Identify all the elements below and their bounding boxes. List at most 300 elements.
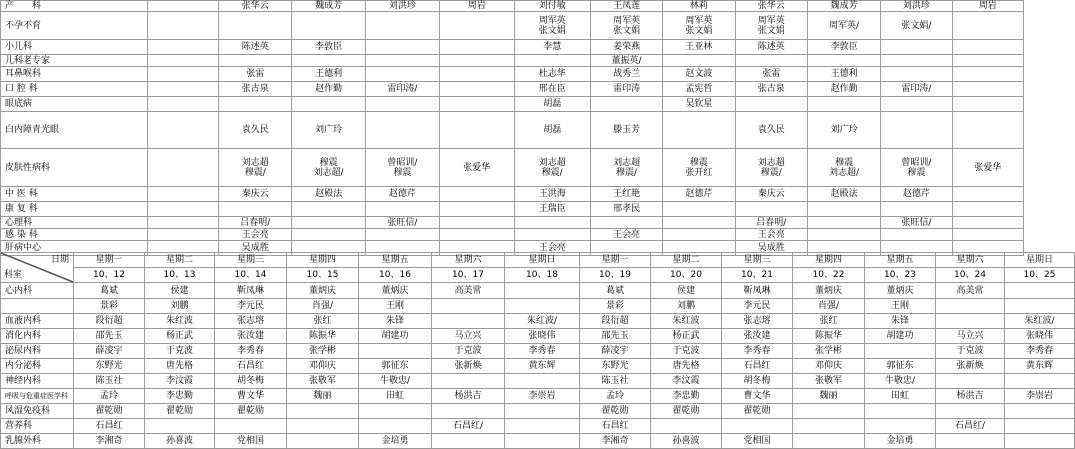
schedule-cell [432, 374, 505, 389]
schedule-cell [663, 55, 735, 67]
schedule-cell: 董振英/ [590, 55, 662, 67]
schedule-cell: 牛敬忠/ [359, 374, 432, 389]
schedule-cell: 张敬军 [793, 374, 865, 389]
schedule-cell: 王会亮 [735, 229, 807, 241]
schedule-cell [432, 314, 505, 329]
schedule-cell: 马立兴 [432, 329, 505, 344]
schedule-cell: 董炳庆 [287, 283, 359, 299]
schedule-cell: 段衍超 [580, 314, 651, 329]
schedule-cell: 赵作勤 [292, 82, 365, 97]
schedule-cell: 李敦臣 [292, 40, 365, 55]
table-row [1, 67, 1024, 82]
schedule-cell [505, 374, 580, 389]
schedule-cell [735, 202, 807, 217]
schedule-cell: 黄东辉 [1005, 359, 1075, 374]
schedule-cell [292, 229, 365, 241]
schedule-cell: 靳凤琳 [722, 283, 793, 299]
date-cell: 10、15 [287, 268, 359, 283]
dept-label: 呼吸与危重症医学科 [1, 389, 74, 404]
schedule-cell: 肖强/ [793, 299, 865, 314]
schedule-cell: 杜志华 [514, 67, 590, 82]
schedule-cell: 于克波 [145, 344, 215, 359]
schedule-cell: 东野光 [580, 359, 651, 374]
schedule-cell: 翟乾勋 [651, 404, 722, 419]
header-cell: 周岩 [440, 1, 514, 12]
schedule-cell [505, 434, 580, 449]
schedule-cell: 赵殿法 [807, 187, 880, 202]
schedule-cell [807, 229, 880, 241]
schedule-cell: 肖强/ [287, 299, 359, 314]
dept-label: 中 医 科 [1, 187, 148, 202]
schedule-cell: 杨洪吉 [936, 389, 1005, 404]
dept-label: 康 复 科 [1, 202, 148, 217]
schedule-cell: 董炳庆 [865, 283, 936, 299]
weekday-cell: 星期一 [74, 253, 145, 268]
weekday-cell: 星期二 [145, 253, 215, 268]
date-cell: 10、18 [505, 268, 580, 283]
schedule-cell [952, 112, 1023, 149]
dept-label: 不孕不育 [1, 12, 148, 40]
schedule-cell: 李忠勤 [145, 389, 215, 404]
schedule-cell: 王刚 [865, 299, 936, 314]
schedule-cell: 张雷 [219, 67, 292, 82]
schedule-cell: 石昌红/ [936, 419, 1005, 434]
schedule-cell [936, 314, 1005, 329]
schedule-cell: 李汶霞 [651, 374, 722, 389]
schedule-cell: 孟玲 [74, 389, 145, 404]
date-cell: 10、21 [722, 268, 793, 283]
schedule-cell: 张雷 [735, 67, 807, 82]
schedule-cell [807, 55, 880, 67]
dept-label: 肝病中心 [1, 241, 148, 256]
table-row [1, 40, 1024, 55]
schedule-cell: 郭征东 [359, 359, 432, 374]
date-cell: 10、23 [865, 268, 936, 283]
schedule-cell [881, 97, 952, 112]
schedule-cell [215, 419, 287, 434]
schedule-cell [147, 202, 218, 217]
dept-label: 白内障青光眼 [1, 112, 148, 149]
schedule-cell: 穆震 刘志超/ [807, 149, 880, 187]
dept-label: 风湿免疫科 [1, 404, 74, 419]
schedule-cell: 李慧 [514, 40, 590, 55]
schedule-cell: 雷印涛 [590, 82, 662, 97]
schedule-cell [881, 202, 952, 217]
schedule-cell: 李元民 [215, 299, 287, 314]
schedule-cell: 李秀春 [1005, 344, 1075, 359]
schedule-cell: 王德利 [807, 67, 880, 82]
schedule-cell [292, 202, 365, 217]
schedule-cell: 葛斌 [74, 283, 145, 299]
table-row [1, 97, 1024, 112]
schedule-cell: 刘志超 穆震/ [514, 149, 590, 187]
schedule-cell [432, 434, 505, 449]
schedule-cell: 靳凤琳 [215, 283, 287, 299]
schedule-cell [590, 217, 662, 229]
schedule-cell: 朱锋 [865, 314, 936, 329]
schedule-cell [147, 149, 218, 187]
schedule-cell: 李崇岩 [1005, 389, 1075, 404]
schedule-cell: 吕春明/ [219, 217, 292, 229]
schedule-cell [807, 202, 880, 217]
schedule-cell [147, 40, 218, 55]
schedule-cell: 邵先玉 [580, 329, 651, 344]
table-row [1, 12, 1024, 40]
schedule-cell [145, 419, 215, 434]
schedule-cell [365, 229, 439, 241]
schedule-cell: 张学彬 [793, 344, 865, 359]
schedule-cell: 王会亮 [219, 229, 292, 241]
schedule-cell: 邓仰庆 [287, 359, 359, 374]
schedule-cell: 朱红波/ [505, 314, 580, 329]
schedule-cell: 石昌红 [74, 419, 145, 434]
schedule-cell: 邵先玉 [74, 329, 145, 344]
schedule-cell: 陈振华 [287, 329, 359, 344]
schedule-cell [359, 404, 432, 419]
schedule-cell: 赵德芹 [663, 187, 735, 202]
date-cell: 10、17 [432, 268, 505, 283]
weekday-cell: 星期三 [215, 253, 287, 268]
schedule-cell: 胡建功 [865, 329, 936, 344]
schedule-cell: 石昌红 [580, 419, 651, 434]
date-cell: 10、24 [936, 268, 1005, 283]
schedule-cell: 李秀春 [215, 344, 287, 359]
date-cell: 10、12 [74, 268, 145, 283]
dept-label: 儿科老专家 [1, 55, 148, 67]
schedule-cell: 张红 [793, 314, 865, 329]
schedule-cell [952, 82, 1023, 97]
schedule-cell: 孙喜波 [651, 434, 722, 449]
schedule-cell: 吕春明/ [735, 217, 807, 229]
schedule-cell [147, 55, 218, 67]
table-row [1, 374, 1075, 389]
schedule-cell: 胡磊 [514, 97, 590, 112]
table-row [1, 434, 1075, 449]
schedule-cell [219, 55, 292, 67]
schedule-cell: 唐先格 [651, 359, 722, 374]
schedule-cell [292, 55, 365, 67]
schedule-cell [440, 82, 514, 97]
date-row [1, 268, 1075, 283]
schedule-cell: 邢在臣 [514, 82, 590, 97]
schedule-cell: 雷印涛/ [365, 82, 439, 97]
schedule-cell: 段衍超 [74, 314, 145, 329]
schedule-cell [359, 419, 432, 434]
header-cell: 刘洪珍 [365, 1, 439, 12]
date-cell: 10、19 [580, 268, 651, 283]
schedule-cell: 于克波 [936, 344, 1005, 359]
schedule-cell: 曾昭训/ 穆震 [881, 149, 952, 187]
schedule-cell: 赵作勤 [807, 82, 880, 97]
schedule-cell: 于克波 [432, 344, 505, 359]
schedule-cell [793, 419, 865, 434]
schedule-cell [440, 67, 514, 82]
schedule-cell: 马立兴 [936, 329, 1005, 344]
weekday-cell: 星期六 [936, 253, 1005, 268]
blank-cell [147, 1, 218, 12]
schedule-cell: 张汝建 [722, 329, 793, 344]
dept-label [1, 299, 74, 314]
dept-label: 营养科 [1, 419, 74, 434]
schedule-cell [936, 434, 1005, 449]
schedule-cell: 周军英 张文娟 [663, 12, 735, 40]
schedule-cell: 张文娟/ [881, 12, 952, 40]
schedule-cell: 朱锋 [359, 314, 432, 329]
corner-dept-label: 科室 [4, 270, 23, 280]
header-cell: 刘付敏 [514, 1, 590, 12]
schedule-cell [952, 202, 1023, 217]
schedule-cell [663, 217, 735, 229]
schedule-cell: 刘广玲 [292, 112, 365, 149]
schedule-cell [663, 229, 735, 241]
schedule-cell [147, 217, 218, 229]
schedule-cell [952, 67, 1023, 82]
schedule-cell: 高美常 [432, 283, 505, 299]
schedule-cell [936, 404, 1005, 419]
schedule-cell [365, 97, 439, 112]
schedule-cell [881, 40, 952, 55]
schedule-cell: 邓仰庆 [793, 359, 865, 374]
schedule-cell: 魏丽 [287, 389, 359, 404]
schedule-cell: 王会亮 [514, 241, 590, 256]
schedule-cell: 党相国 [722, 434, 793, 449]
dept-label: 内分泌科 [1, 359, 74, 374]
table-row [1, 202, 1024, 217]
schedule-cell: 金培勇 [359, 434, 432, 449]
schedule-cell [440, 202, 514, 217]
schedule-cell: 薛凌宇 [580, 344, 651, 359]
schedule-cell [365, 40, 439, 55]
schedule-cell: 吴钦星 [663, 97, 735, 112]
schedule-cell: 刘志超 穆震/ [590, 149, 662, 187]
schedule-cell: 刘广玲 [807, 112, 880, 149]
schedule-cell: 唐先格 [145, 359, 215, 374]
schedule-cell [292, 12, 365, 40]
schedule-cell [952, 40, 1023, 55]
schedule-cell [219, 97, 292, 112]
table-row [1, 314, 1075, 329]
schedule-cell: 王德利 [292, 67, 365, 82]
table-row [1, 329, 1075, 344]
schedule-cell: 陈述英 [219, 40, 292, 55]
date-cell: 10、16 [359, 268, 432, 283]
schedule-cell: 李秀春 [505, 344, 580, 359]
schedule-cell: 朱红波 [651, 314, 722, 329]
schedule-cell [440, 229, 514, 241]
schedule-cell: 李忠勤 [651, 389, 722, 404]
table-row [1, 187, 1024, 202]
schedule-cell: 秦庆云 [219, 187, 292, 202]
table-row [1, 404, 1075, 419]
schedule-cell [936, 299, 1005, 314]
schedule-cell: 李敦臣 [807, 40, 880, 55]
table-row [1, 55, 1024, 67]
schedule-cell [793, 434, 865, 449]
schedule-cell: 张汝建 [215, 329, 287, 344]
schedule-cell [735, 55, 807, 67]
weekday-cell: 星期一 [580, 253, 651, 268]
corner-date-label: 日期 [50, 255, 69, 265]
schedule-cell [287, 434, 359, 449]
schedule-cell [147, 82, 218, 97]
schedule-cell: 杨正武 [651, 329, 722, 344]
schedule-cell [881, 55, 952, 67]
schedule-cell: 张旺信/ [365, 217, 439, 229]
schedule-cell: 周军英 张文娟 [735, 12, 807, 40]
schedule-cell [365, 112, 439, 149]
schedule-cell [514, 55, 590, 67]
schedule-cell: 翟乾勋 [722, 404, 793, 419]
schedule-cell: 胡建功 [359, 329, 432, 344]
schedule-cell: 曹文华 [722, 389, 793, 404]
schedule-cell: 张志瑢 [722, 314, 793, 329]
schedule-cell: 胡冬梅 [722, 374, 793, 389]
schedule-cell: 王刚 [359, 299, 432, 314]
schedule-cell: 穆震 张开红 [663, 149, 735, 187]
table-row [1, 389, 1075, 404]
schedule-cell: 陈振华 [793, 329, 865, 344]
schedule-cell: 赵德芹 [881, 187, 952, 202]
schedule-cell: 石昌红 [722, 359, 793, 374]
schedule-cell [359, 344, 432, 359]
schedule-cell: 王亚林 [663, 40, 735, 55]
schedule-cell [365, 202, 439, 217]
weekday-cell: 星期四 [793, 253, 865, 268]
schedule-cell: 翟乾勋 [580, 404, 651, 419]
schedule-cell: 李湘奇 [74, 434, 145, 449]
schedule-cell [147, 12, 218, 40]
schedule-cell: 王瑞臣 [514, 202, 590, 217]
schedule-cell: 胡冬梅 [215, 374, 287, 389]
schedule-cell [952, 97, 1023, 112]
schedule-cell: 田虹 [359, 389, 432, 404]
schedule-cell [505, 404, 580, 419]
table-row [1, 283, 1075, 299]
weekday-cell: 星期二 [651, 253, 722, 268]
schedule-cell: 薛凌宇 [74, 344, 145, 359]
schedule-cell: 曹文华 [215, 389, 287, 404]
schedule-cell: 周军英 张文娟 [590, 12, 662, 40]
schedule-cell: 朱红波/ [1005, 314, 1075, 329]
schedule-cell [292, 217, 365, 229]
schedule-cell [514, 217, 590, 229]
schedule-cell: 葛斌 [580, 283, 651, 299]
date-dept-corner [1, 253, 74, 283]
schedule-cell: 赵德芹 [365, 187, 439, 202]
schedule-cell [440, 187, 514, 202]
schedule-cell [793, 404, 865, 419]
schedule-cell: 刘志超 穆震/ [219, 149, 292, 187]
schedule-cell [952, 217, 1023, 229]
schedule-cell: 石昌红/ [432, 419, 505, 434]
schedule-cell: 姜荣燕 [590, 40, 662, 55]
header-cell: 刘洪珍 [881, 1, 952, 12]
schedule-cell [147, 97, 218, 112]
schedule-cell: 孟宪哲 [663, 82, 735, 97]
bottom-schedule-table [0, 252, 1075, 449]
header-cell: 张华云 [735, 1, 807, 12]
schedule-cell: 李秀春 [722, 344, 793, 359]
schedule-cell [365, 67, 439, 82]
schedule-cell: 滕玉芳 [590, 112, 662, 149]
schedule-cell: 翟乾勋 [215, 404, 287, 419]
schedule-cell [287, 404, 359, 419]
weekday-cell: 星期四 [287, 253, 359, 268]
table-row [1, 82, 1024, 97]
schedule-cell [147, 112, 218, 149]
schedule-cell: 张晓伟 [505, 329, 580, 344]
schedule-cell: 景彩 [580, 299, 651, 314]
schedule-cell [663, 202, 735, 217]
schedule-cell: 张晓伟 [1005, 329, 1075, 344]
schedule-cell [952, 187, 1023, 202]
schedule-cell [432, 299, 505, 314]
schedule-cell: 牛敬忠/ [865, 374, 936, 389]
schedule-cell: 刘鹏 [145, 299, 215, 314]
schedule-cell [651, 419, 722, 434]
schedule-cell [952, 12, 1023, 40]
schedule-cell [952, 229, 1023, 241]
header-cell: 张华云 [219, 1, 292, 12]
schedule-cell [735, 97, 807, 112]
schedule-cell: 袁久民 [735, 112, 807, 149]
schedule-cell: 于克波 [651, 344, 722, 359]
schedule-cell: 黄东辉 [505, 359, 580, 374]
schedule-cell: 张爱华 [952, 149, 1023, 187]
schedule-cell: 翟乾勋 [74, 404, 145, 419]
dept-label: 心内科 [1, 283, 74, 299]
weekday-cell: 星期日 [1005, 253, 1075, 268]
schedule-cell: 吴成胜 [219, 241, 292, 256]
schedule-cell: 周军英/ [807, 12, 880, 40]
date-cell: 10、14 [215, 268, 287, 283]
date-cell: 10、20 [651, 268, 722, 283]
schedule-cell: 陈玉社 [74, 374, 145, 389]
schedule-cell: 孙喜波 [145, 434, 215, 449]
schedule-cell [514, 229, 590, 241]
schedule-cell [505, 299, 580, 314]
weekday-cell: 星期六 [432, 253, 505, 268]
schedule-cell: 陈玉社 [580, 374, 651, 389]
header-cell: 周岩 [952, 1, 1023, 12]
schedule-cell: 金培勇 [865, 434, 936, 449]
schedule-cell: 张红 [287, 314, 359, 329]
schedule-cell: 张学彬 [287, 344, 359, 359]
schedule-cell: 李汶霞 [145, 374, 215, 389]
schedule-cell: 张爱华 [440, 149, 514, 187]
date-cell: 10、13 [145, 268, 215, 283]
schedule-cell [440, 112, 514, 149]
schedule-cell [881, 67, 952, 82]
header-cell: 王凤莲 [590, 1, 662, 12]
schedule-cell: 高美常 [936, 283, 1005, 299]
schedule-cell [807, 217, 880, 229]
date-cell: 10、25 [1005, 268, 1075, 283]
schedule-cell: 张敬军 [287, 374, 359, 389]
schedule-cell: 战秀兰 [590, 67, 662, 82]
schedule-cell: 周军英 张文娟 [514, 12, 590, 40]
dept-label: 乳腺外科 [1, 434, 74, 449]
schedule-cell [952, 55, 1023, 67]
dept-label: 神经内科 [1, 374, 74, 389]
schedule-cell [807, 97, 880, 112]
schedule-cell: 张新焕 [432, 359, 505, 374]
schedule-cell: 张古泉 [219, 82, 292, 97]
schedule-cell [440, 217, 514, 229]
schedule-cell: 景彩 [74, 299, 145, 314]
table-row [1, 359, 1075, 374]
schedule-cell [1005, 419, 1075, 434]
